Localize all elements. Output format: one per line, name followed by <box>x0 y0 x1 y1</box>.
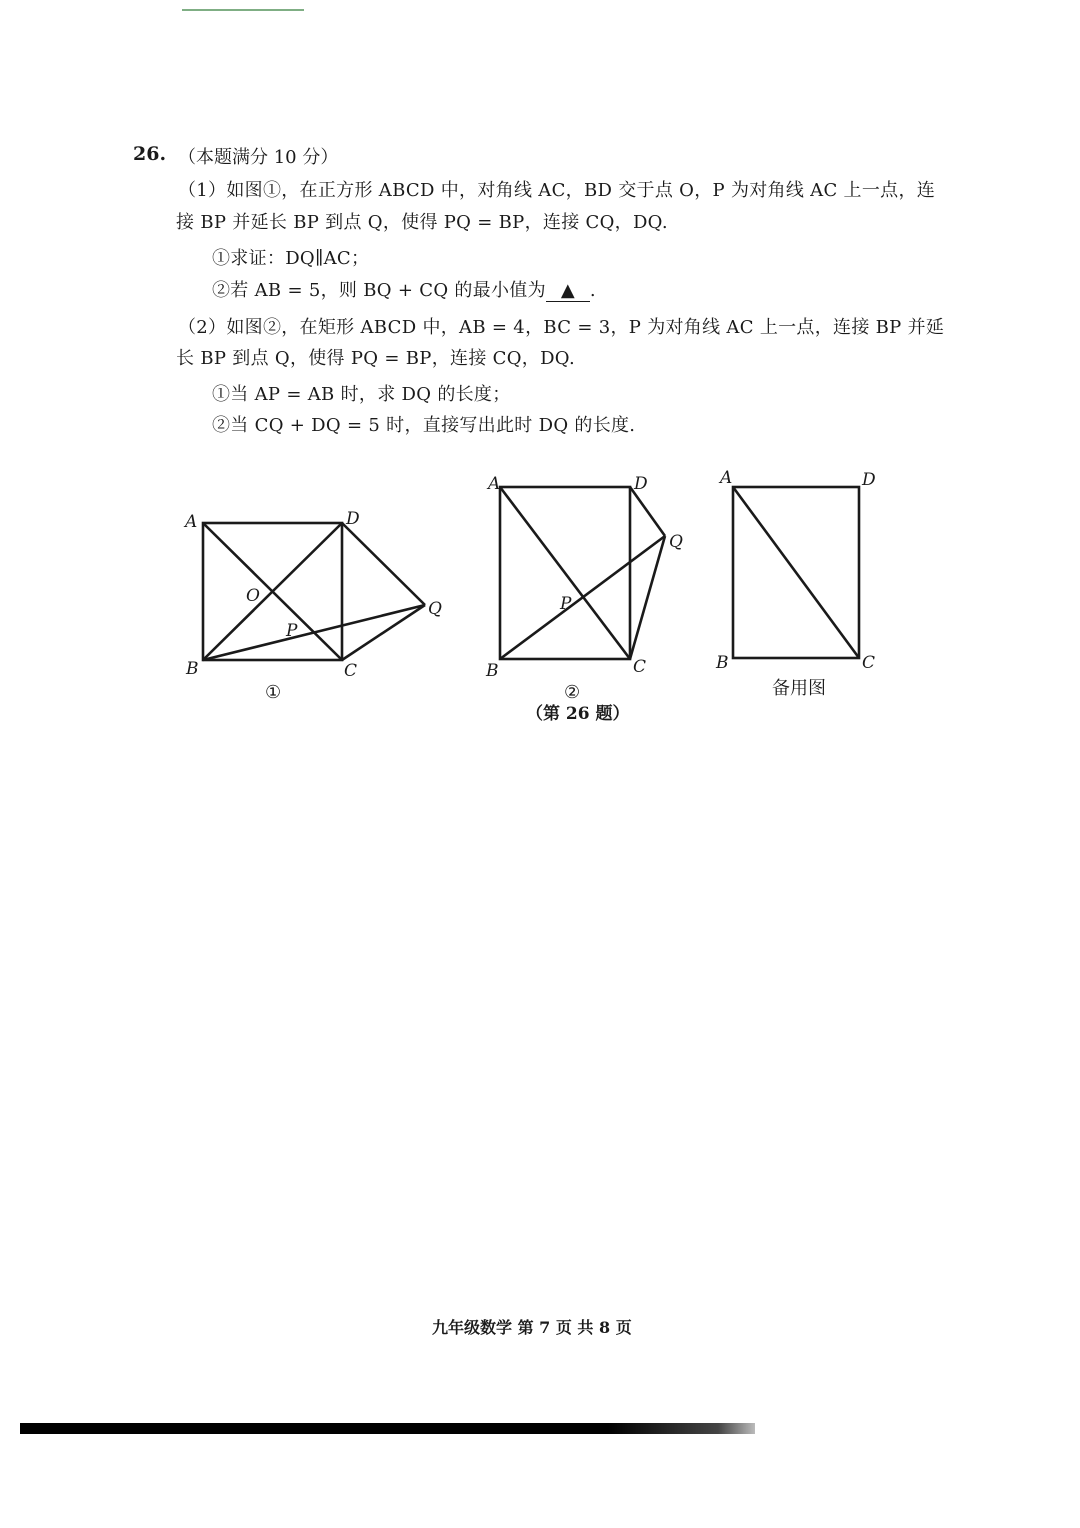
fig1-segment-cq <box>342 605 425 660</box>
question-number: 26. <box>133 143 167 165</box>
text-line-5: （2）如图②，在矩形 ABCD 中，AB = 4，BC = 3，P 为对角线 AC 上一点，连接 BP 并延 <box>178 317 945 338</box>
fig1-label-d: D <box>346 509 360 529</box>
fig3-diagonal-ac <box>733 487 859 658</box>
fig1-label-q: Q <box>428 599 442 619</box>
fig2-segment-cq <box>630 536 665 659</box>
fig3-label-c: C <box>862 653 876 673</box>
text-line-4-body: ②若 AB = 5，则 BQ + CQ 的最小值为 <box>212 280 546 301</box>
figure-2 <box>485 474 683 703</box>
bottom-scan-bar <box>20 1423 755 1434</box>
text-line-2: 接 BP 并延长 BP 到点 Q，使得 PQ = BP，连接 CQ，DQ. <box>176 212 668 233</box>
fig2-label-d: D <box>634 474 648 494</box>
text-line-7: ①当 AP = AB 时，求 DQ 的长度； <box>212 384 511 405</box>
text-line-8: ②当 CQ + DQ = 5 时，直接写出此时 DQ 的长度. <box>212 415 636 436</box>
figures-svg <box>0 0 1080 760</box>
fig3-caption: 备用图 <box>772 678 826 699</box>
fig1-label-o: O <box>246 586 260 606</box>
fig1-label-a: A <box>185 512 198 532</box>
fig1-caption: ① <box>265 682 282 703</box>
page-footer: 九年级数学 第 7 页 共 8 页 <box>432 1318 632 1337</box>
fig2-segment-dq <box>630 487 665 536</box>
fig1-label-p: P <box>286 621 298 641</box>
fig2-label-q: Q <box>669 532 683 552</box>
fig1-segment-bq <box>203 605 425 660</box>
fig2-label-b: B <box>486 661 499 681</box>
fig3-label-d: D <box>862 470 876 490</box>
fig1-label-b: B <box>186 659 199 679</box>
figure-1 <box>183 509 442 703</box>
text-line-3: ①求证：DQ∥AC； <box>212 248 370 269</box>
fig1-label-c: C <box>344 661 358 681</box>
text-line-6: 长 BP 到点 Q，使得 PQ = BP，连接 CQ，DQ. <box>176 348 575 369</box>
figure-3 <box>715 468 876 699</box>
answer-blank: ▲ <box>546 281 590 302</box>
fig3-label-a: A <box>720 468 733 488</box>
fig2-label-p: P <box>560 594 572 614</box>
fig2-label-c: C <box>633 657 647 677</box>
figure-group-caption: （第 26 题） <box>526 704 630 724</box>
question-score-note: （本题满分 10 分） <box>178 147 339 168</box>
text-line-1: （1）如图①，在正方形 ABCD 中，对角线 AC，BD 交于点 O，P 为对角线 AC 上一点，连 <box>178 180 936 201</box>
fig3-label-b: B <box>716 653 729 673</box>
fig2-segment-bq <box>500 536 665 659</box>
fig2-caption: ② <box>564 682 581 703</box>
answer-blank-tail: . <box>589 280 596 301</box>
fig1-segment-dq <box>342 523 425 605</box>
fig2-label-a: A <box>488 474 501 494</box>
fig2-diagonal-ac <box>500 487 630 659</box>
